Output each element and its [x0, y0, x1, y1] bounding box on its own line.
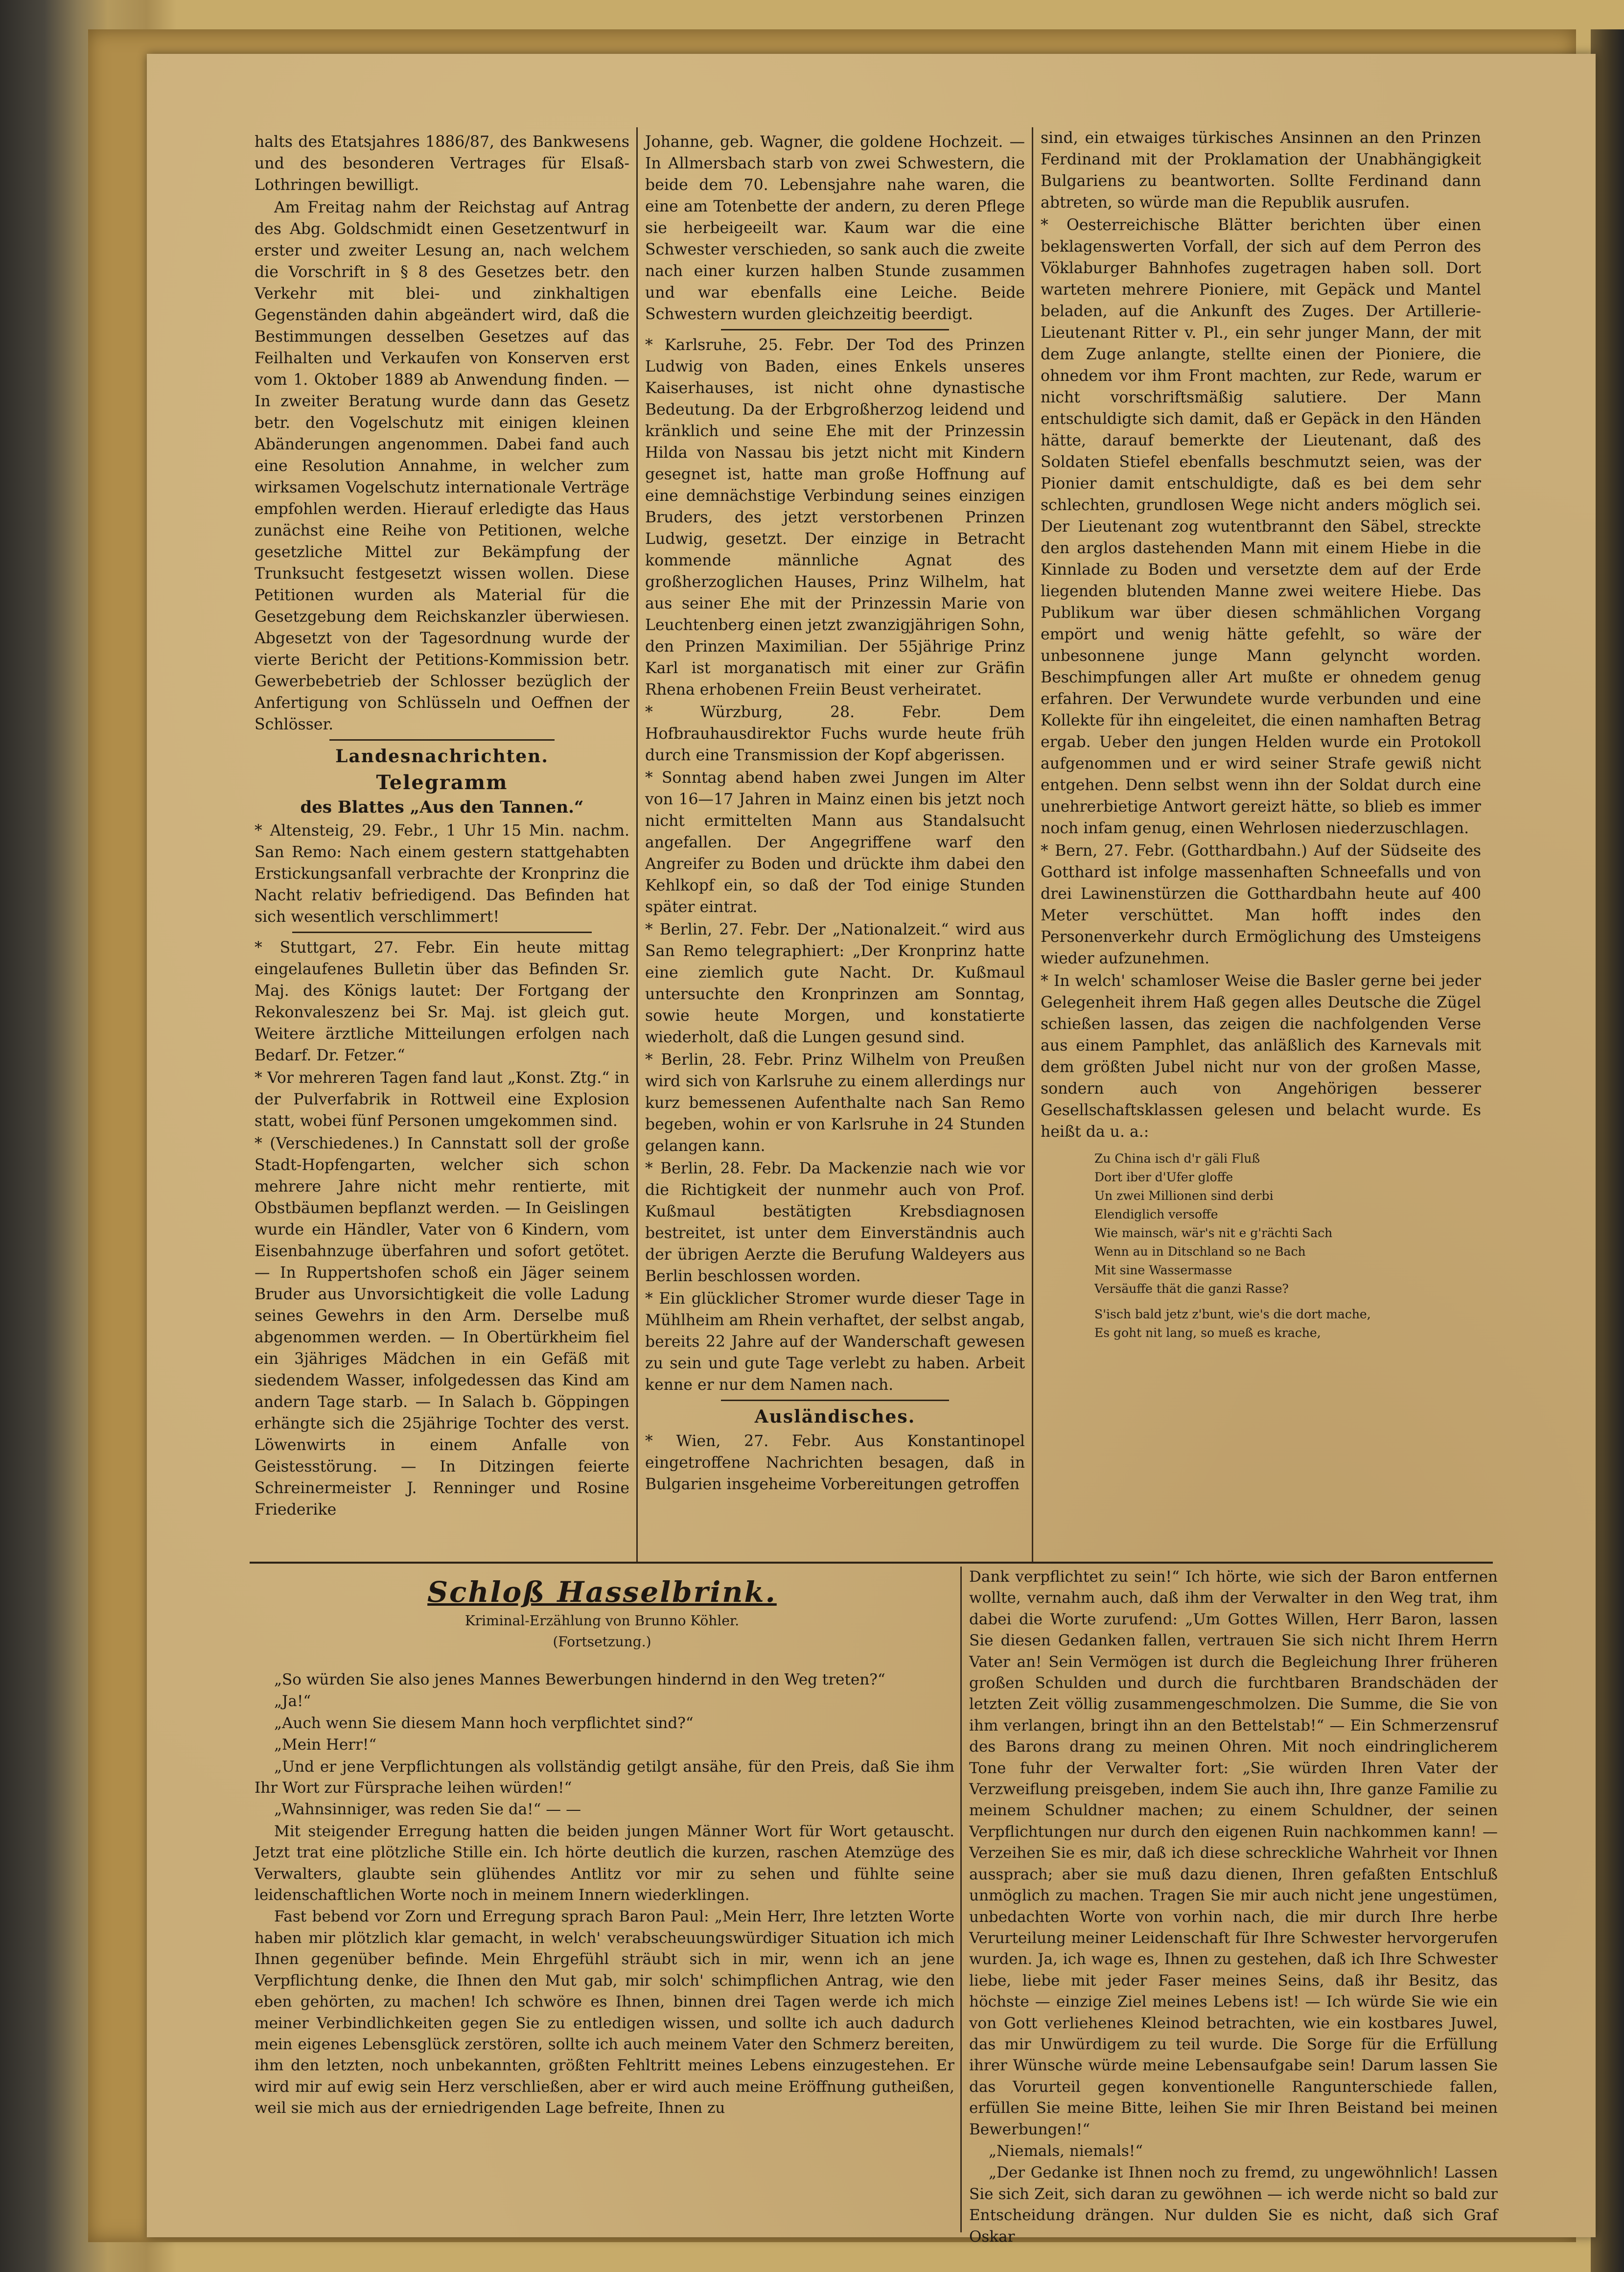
- story-paragraph: „Wahnsinniger, was reden Sie da!“ — —: [274, 1801, 581, 1819]
- poem-line: Elendiglich versoffe: [1094, 1207, 1218, 1221]
- story-paragraph: „Der Gedanke ist Ihnen noch zu fremd, zu ungewöhnlich! Lassen Sie sich Zeit, sich daran zu gewöhnen — ich werde nicht so bald zur Entscheidung drängen. Nur dulden Sie es nicht, daß sich Graf Oskar: [969, 2164, 1498, 2246]
- heading-landesnachrichten: Landesnachrichten.: [335, 746, 549, 767]
- article-wien: * Wien, 27. Febr. Aus Konstantinopel eingetroffene Nachrichten besagen, daß in Bulgarien insgeheime Vorbereitungen getroffen: [645, 1432, 1025, 1493]
- article-stromer: * Ein glücklicher Stromer wurde dieser Tage in Mühlheim am Rhein verhaftet, der selbst angab, bereits 22 Jahre auf der Wanderschaft gewesen zu sein und gute Tage verlebt zu haben. Arbeit kenne er nur dem Namen nach.: [645, 1290, 1025, 1394]
- book-binding: [1591, 29, 1624, 2272]
- story-column-rule: [960, 1567, 962, 2232]
- article-reichstag: Am Freitag nahm der Reichstag auf Antrag des Abg. Goldschmidt einen Gesetzentwurf in erster und zweiter Lesung an, nach welchem die Vorschrift in § 8 des Gesetzes betr. den Verkehr mit blei- und zinkhaltigen Gegenständen dahin abgeändert wird, daß die Bestimmungen desselben Gesetzes auf das Feilhalten und Verkaufen von Konserven erst vom 1. Oktober 1889 ab Anwendung finden. — In zweiter Beratung wurde dann das Gesetz betr. den Vogelschutz mit einigen kleinen Abänderungen angenommen. Dabei fand auch eine Resolution Annahme, in welcher zum wirksamen Vogelschutz internationale Verträge empfohlen werden. Hierauf erledigte das Haus zunächst eine Reihe von Petitionen, welche gesetzliche Mittel zur Bekämpfung der Trunksucht festgesetzt wissen wollen. Diese Petitionen wurden als Material für die Gesetzgebung dem Reichskanzler überwiesen. Abgesetzt von der Tagesordnung wurde der vierte Bericht der Petitions-Kommission betr. Gewerbebetrieb der Schlosser bezüglich der Anfertigung von Schlüsseln und Oeffnen der Schlösser.: [255, 199, 629, 733]
- story-paragraph: „Mein Herr!“: [274, 1736, 377, 1754]
- poem-line: Es goht nit lang, so mueß es krache,: [1094, 1326, 1321, 1340]
- telegramm-subheading: des Blattes „Aus den Tannen.“: [300, 797, 584, 817]
- article-verschiedenes: * (Verschiedenes.) In Cannstatt soll der große Stadt-Hopfengarten, welcher sich schon mehrere Jahre nicht mehr rentierte, mit Obstbäumen bepflanzt werden. — In Geislingen wurde ein Händler, Vater von 6 Kindern, vom Eisenbahnzuge überfahren und sofort getötet. — In Ruppertshofen schoß ein Jäger seinem Bruder aus Unvorsichtigkeit die volle Ladung seines Gewehrs in den Arm. Derselbe muß abgenommen werden. — In Obertürkheim fiel ein 3jähriges Mädchen in ein Gefäß mit siedendem Wasser, infolgedessen das Kind am andern Tage starb. — In Salach b. Göppingen erhängte sich die 25jährige Tochter des verst. Löwenwirts in einem Anfalle von Geistesstörung. — In Ditzingen feierte Schreinermeister J. Renninger und Rosine Friederike: [255, 1135, 629, 1519]
- article-stuttgart: * Stuttgart, 27. Febr. Ein heute mittag eingelaufenes Bulletin über das Befinden Sr. Maj. des Königs lautet: Der Fortgang der Rekonvaleszenz bei Sr. Maj. ist gleich gut. Weitere ärztliche Mitteilungen erfolgen nach Bedarf. Dr. Fetzer.“: [255, 939, 629, 1064]
- article-karlsruhe: * Karlsruhe, 25. Febr. Der Tod des Prinzen Ludwig von Baden, eines Enkels unseres Kaiserhauses, ist nicht ohne dynastische Bedeutung. Da der Erbgroßherzog leidend und kränklich und seine Ehe mit der Prinzessin Hilda von Nassau bis jetzt nicht mit Kindern gesegnet ist, hatte man große Hoffnung auf eine demnächstige Verbindung seines einzigen Bruders, des jetzt verstorbenen Prinzen Ludwig, gesetzt. Der einzige in Betracht kommende männliche Agnat des großherzoglichen Hauses, Prinz Wilhelm, hat aus seiner Ehe mit der Prinzessin Marie von Leuchtenberg einen jetzt zwanzigjährigen Sohn, den Prinzen Maximilian. Der 55jährige Prinz Karl ist morganatisch mit einer zur Gräfin Rhena erhobenen Freiin Beust verheiratet.: [645, 336, 1025, 699]
- story-title: Schloß Hasselbrink.: [427, 1575, 777, 1609]
- story-paragraph: „Niemals, niemals!“: [989, 2142, 1143, 2160]
- column-3: [1041, 127, 1481, 1342]
- article-berlin-3: * Berlin, 28. Febr. Da Mackenzie nach wie vor die Richtigkeit der nunmehr auch von Prof. Kußmaul bestätigten Krebsdiagnosen bestreitet, ist unter dem Einverständnis auch der übrigen Aerzte die Berufung Waldeyers aus Berlin beschlossen worden.: [645, 1160, 1025, 1285]
- heading-auslaendisches: Ausländisches.: [754, 1406, 916, 1427]
- feuilleton-divider: [250, 1562, 1493, 1564]
- story-column-right: [969, 1567, 1498, 2248]
- poem-line: Mit sine Wassermasse: [1094, 1263, 1232, 1277]
- column-2: [645, 131, 1025, 1496]
- story-paragraph: Mit steigender Erregung hatten die beiden jungen Männer Wort für Wort getauscht. Jetzt trat eine plötzliche Stille ein. Ich hörte deutlich die kurzen, raschen Atemzüge des Verwalters, glaubte sein glühendes Antlitz vor mir zu sehen und fühlte seine leidenschaftlichen Worte noch in meinem Innern wiederklingen.: [255, 1822, 954, 1904]
- article-altensteig: * Altensteig, 29. Febr., 1 Uhr 15 Min. nachm. San Remo: Nach einem gestern stattgehabten Erstickungsanfall verbrachte der Kronprinz die Nacht relativ befriedigend. Das Befinden hat sich wesentlich verschlimmert!: [255, 822, 629, 926]
- article-rottweil: * Vor mehreren Tagen fand laut „Konst. Ztg.“ in der Pulverfabrik in Rottweil eine Explosion statt, wobei fünf Personen umgekommen sind.: [255, 1069, 629, 1130]
- article-berlin-1: * Berlin, 27. Febr. Der „Nationalzeit.“ wird aus San Remo telegraphiert: „Der Kronprinz hatte eine ziemlich gute Nacht. Dr. Kußmaul untersuchte den Kronprinzen am Sonntag, sowie heute Morgen, und konstatierte wiederholt, daß die Lungen gesund sind.: [645, 921, 1025, 1046]
- article-wuerzburg: * Würzburg, 28. Febr. Dem Hofbrauhausdirektor Fuchs wurde heute früh durch eine Transmission der Kopf abgerissen.: [645, 703, 1025, 764]
- story-paragraph: „Und er jene Verpflichtungen als vollständig getilgt ansähe, für den Preis, daß Sie ihm Ihr Wort zur Fürsprache leihen würden!“: [255, 1757, 954, 1797]
- story-paragraph: „Ja!“: [274, 1692, 311, 1710]
- article-hochzeit: Johanne, geb. Wagner, die goldene Hochzeit. — In Allmersbach starb von zwei Schwestern, die beide dem 70. Lebensjahre nahe waren, die eine am Totenbette der andern, zu deren Pflege sie herbeigeeilt war. Kaum war die eine Schwester verschieden, so sank auch die zweite nach einer kurzen halben Stunde zusammen und war ebenfalls eine Leiche. Beide Schwestern wurden gleichzeitig beerdigt.: [645, 133, 1025, 323]
- separator: [721, 329, 949, 330]
- article-bulgarien: sind, ein etwaiges türkisches Ansinnen an den Prinzen Ferdinand mit der Proklamation der Unabhängigkeit Bulgariens zu beantworten. Sollte Ferdinand dann abtreten, so würde man die Republik ausrufen.: [1041, 129, 1481, 211]
- poem-line: S'isch bald jetz z'bunt, wie's die dort mache,: [1094, 1307, 1371, 1321]
- poem-line: Un zwei Millionen sind derbi: [1094, 1189, 1274, 1203]
- story-continued: (Fortsetzung.): [553, 1634, 651, 1650]
- column-1: [255, 131, 629, 1522]
- story-paragraph: „So würden Sie also jenes Mannes Bewerbungen hindernd in den Weg treten?“: [274, 1671, 885, 1688]
- newspaper-page: [147, 54, 1596, 2246]
- separator: [292, 932, 592, 933]
- basler-poem-end: [1094, 1305, 1481, 1342]
- poem-line: Wie mainsch, wär's nit e g'rächti Sach: [1094, 1226, 1333, 1240]
- separator: [721, 1400, 949, 1401]
- story-subtitle: Kriminal-Erzählung von Brunno Köhler.: [464, 1613, 740, 1629]
- story-paragraph: Dank verpflichtet zu sein!“ Ich hörte, wie sich der Baron entfernen wollte, vernahm auch, daß ihm der Verwalter in den Weg trat, ihm dabei die Worte zurufend: „Um Gottes Willen, Herr Baron, lassen Sie diesen Gedanken fallen, vertrauen Sie sich nicht Ihrem Herrn Vater an! Sein Vermögen ist durch die Begleichung Ihrer früheren großen Schulden und durch die furchtbaren Brandschäden der letzten Zeit völlig zusammengeschmolzen. Die Summe, die Sie von ihm verlangen, bringt ihn an den Bettelstab!“ — Ein Schmerzensruf des Barons drang zu meinen Ohren. Mit noch eindringlicherem Tone fuhr der Verwalter fort: „Sie würden Ihren Vater der Verzweiflung preisgeben, indem Sie auch ihn, Ihre ganze Familie zu meinem Schuldner machen; zu einem Schuldner, der seinen Verpflichtungen nur durch den eigenen Ruin nachkommen kann! — Verzeihen Sie es mir, daß ich diese schreckliche Wahrheit vor Ihnen aussprach; aber sie muß dazu dienen, Ihren gefaßten Entschluß unmöglich zu machen. Tragen Sie mir auch nicht jene ungestümen, unbedachten Worte von vorhin nach, die mir durch Ihre herbe Verurteilung meiner Leidenschaft für Ihre Schwester hervorgerufen wurden. Ja, ich wage es, Ihnen zu gestehen, daß ich Ihre Schwester liebe, liebe mit jeder Faser meines Seins, daß ihr Besitz, das höchste — einzige Ziel meines Lebens ist! — Ich würde Sie wie ein von Gott verliehenes Kleinod betrachten, wie ein kostbares Juwel, das mir Unwürdigem zu teil wurde. Die Sorge für die Erfüllung ihrer Wünsche würde meine Lebensaufgabe sein! Darum lassen Sie das Vorurteil gegen konventionelle Rangunterschiede fallen, erfüllen Sie meine Bitte, leihen Sie mir Ihren Beistand bei meinen Bewerbungen!“: [969, 1568, 1498, 2138]
- column-rule-2: [1032, 127, 1033, 1562]
- article-mainz: * Sonntag abend haben zwei Jungen im Alter von 16—17 Jahren in Mainz einen bis jetzt noch nicht ermittelten Mann aus Standalsucht angefallen. Der Angegriffene warf den Angreifer zu Boden und drückte ihm dabei den Kehlkopf ein, so daß der Tod einige Stunden später eintrat.: [645, 769, 1025, 916]
- basler-poem: [1094, 1149, 1481, 1298]
- column-rule-1: [636, 127, 638, 1562]
- story-paragraph: Fast bebend vor Zorn und Erregung sprach Baron Paul: „Mein Herr, Ihre letzten Worte haben mir plötzlich klar gemacht, in welch' verabscheuungswürdiger Situation ich mich Ihnen gegenüber befinde. Mein Ehrgefühl sträubt sich in mir, wenn ich an jene Verpflichtung denke, die Ihnen den Mut gab, mir solch' schimpflichen Antrag, wie den eben gehörten, zu machen! Ich schwöre es Ihnen, binnen drei Tagen werde ich mich meiner Verbindlichkeiten gegen Sie zu entledigen wissen, und sollte ich auch dadurch mein eigenes Lebensglück zerstören, sollte ich auch meinem Vater den Schmerz bereiten, ihm den letzten, noch unbekannten, größten Fehltritt meines Lebens einzugestehen. Er wird mir auf ewig sein Herz verschließen, aber er wird auch meine Eröffnung gutheißen, weil sie mich aus der erniedrigenden Lage befreite, Ihnen zu: [255, 1908, 954, 2117]
- poem-line: Wenn au in Ditschland so ne Bach: [1094, 1244, 1306, 1259]
- story-paragraph: „Auch wenn Sie diesem Mann hoch verpflichtet sind?“: [274, 1714, 694, 1732]
- article-voeklabruck: * Oesterreichische Blätter berichten über einen beklagenswerten Vorfall, der sich auf dem Perron des Vöklaburger Bahnhofes zugetragen haben soll. Dort warteten mehrere Pioniere, mit Gepäck und Mantel beladen, auf die Ankunft des Zuges. Der Artillerie-Lieutenant Ritter v. Pl., ein sehr junger Mann, der mit dem Zuge anlangte, stellte einen der Pioniere, die ohnedem vor ihm Front machten, zur Rede, warum er nicht vorschriftsmäßig salutiere. Der Mann entschuldigte sich damit, daß er Gepäck in den Händen hätte, darauf bemerkte der Lieutenant, daß des Soldaten Stiefel ebenfalls beschmutzt seien, was der Pionier damit entschuldigte, daß es bei dem sehr schlechten, grundlosen Wege nicht anders möglich sei. Der Lieutenant zog wutentbrannt den Säbel, streckte den arglos dastehenden Mann mit einem Hiebe in die Kinnlade zu Boden und versetzte dem auf der Erde liegenden blutenden Manne zwei weitere Hiebe. Das Publikum war über diesen schmählichen Vorgang empört und wenig hätte gefehlt, so wäre der unbesonnene junge Mann gelyncht worden. Beschimpfungen aller Art mußte er ohnedem genug erfahren. Der Verwundete wurde verbunden und eine Kollekte für ihn eingeleitet, die einen namhaften Betrag ergab. Ueber den jungen Helden wurde ein Protokoll aufgenommen und er wird seiner Strafe gewiß nicht entgehen. Denn selbst wenn ihn der Soldat durch eine unehrerbietige Antwort gereizt hätte, so blieb es immer noch infam genug, einen Wehrlosen niederzuschlagen.: [1041, 216, 1481, 837]
- article-bern: * Bern, 27. Febr. (Gotthardbahn.) Auf der Südseite des Gotthard ist infolge massenhaften Schneefalls und von drei Lawinenstürzen die Gotthardbahn heute auf 400 Meter verschüttet. Man hofft indes den Personenverkehr durch Ermöglichung des Umsteigens wieder aufzunehmen.: [1041, 842, 1481, 967]
- story-title-block: [255, 1575, 950, 1650]
- story-column-left: [255, 1669, 954, 2120]
- separator: [329, 739, 555, 741]
- article-budget-text: halts des Etatsjahres 1886/87, des Bankwesens und des besonderen Vertrages für Elsaß-Lothringen bewilligt.: [255, 133, 629, 194]
- poem-line: Zu China isch d'r gäli Fluß: [1094, 1151, 1260, 1166]
- heading-telegramm: Telegramm: [376, 771, 508, 794]
- article-basler: * In welch' schamloser Weise die Basler gerne bei jeder Gelegenheit ihrem Haß gegen alles Deutsche die Zügel schießen lassen, das zeigen die nachfolgenden Verse aus einem Pamphlet, das anläßlich des Karnevals mit dem größten Jubel nicht nur von der großen Masse, sondern auch von Angehörigen besserer Gesellschaftsklassen gelesen und belacht wurde. Es heißt da u. a.:: [1041, 972, 1481, 1141]
- article-berlin-2: * Berlin, 28. Febr. Prinz Wilhelm von Preußen wird sich von Karlsruhe zu einem allerdings nur kurz bemessenen Aufenthalte nach San Remo begeben, wohin er von Karlsruhe in 24 Stunden gelangen kann.: [645, 1051, 1025, 1155]
- poem-line: Dort iber d'Ufer gloffe: [1094, 1170, 1233, 1184]
- poem-line: Versäuffe thät die ganzi Rasse?: [1094, 1282, 1289, 1296]
